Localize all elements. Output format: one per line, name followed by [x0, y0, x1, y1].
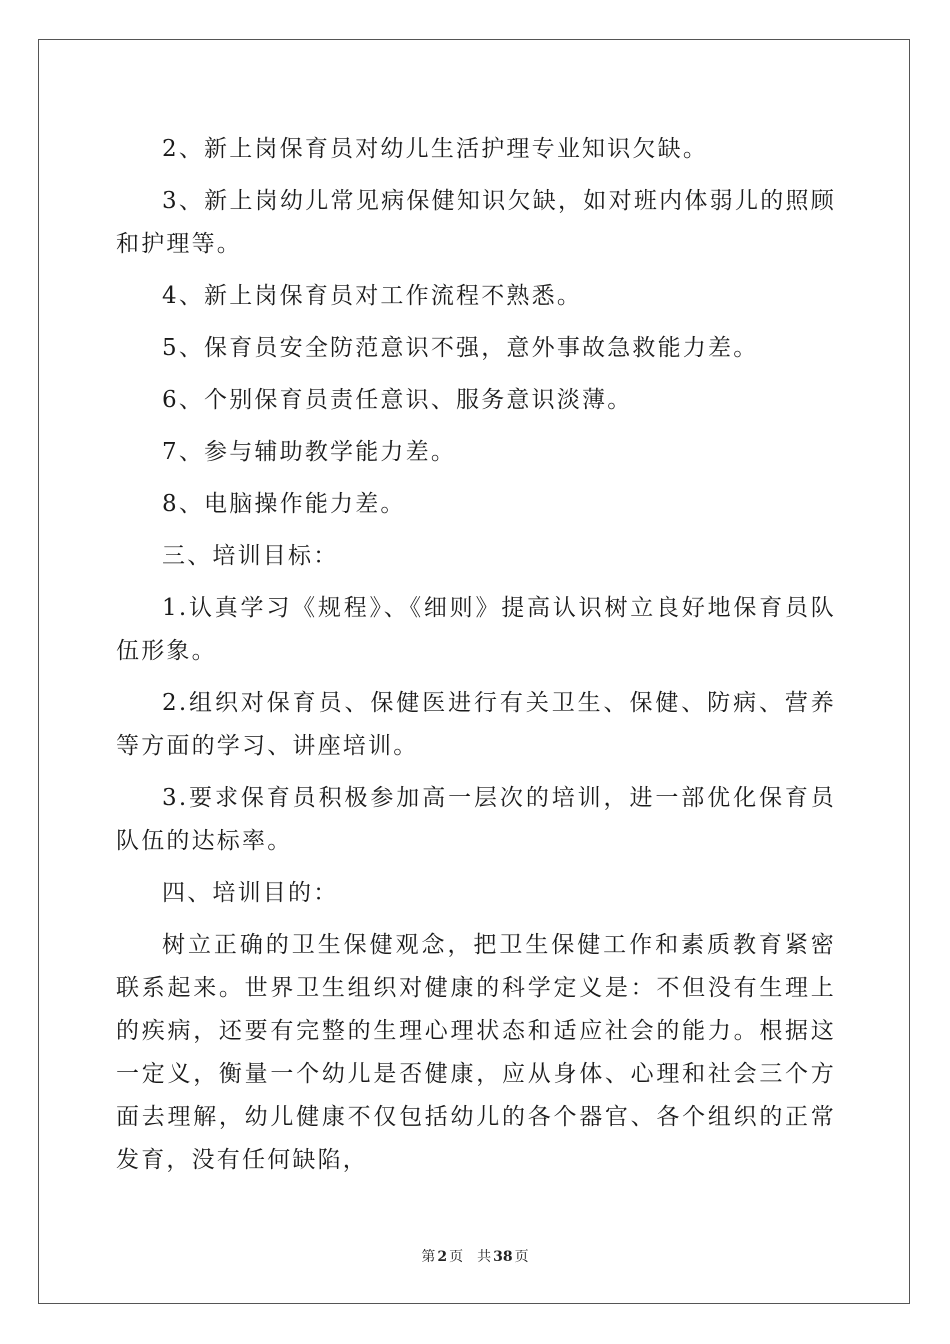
goal-item-2: 2.组织对保育员、保健医进行有关卫生、保健、防病、营养等方面的学习、讲座培训。 — [116, 690, 836, 759]
purpose-paragraph: 树立正确的卫生保健观念，把卫生保健工作和素质教育紧密联系起来。世界卫生组织对健康的科学定义是：不但没有生理上的疾病，还要有完整的生理心理状态和适应社会的能力。根据这一定义，衡量一个幼儿是否健康，应从身体、心理和社会三个方面去理解，幼儿健康不仅包括幼儿的各个器官、各个组织的正常发育，没有任何缺陷， — [116, 932, 836, 1173]
paragraph-item-3: 3、新上岗幼儿常见病保健知识欠缺，如对班内体弱儿的照顾和护理等。 — [116, 188, 836, 257]
paragraph-item-2: 2、新上岗保育员对幼儿生活护理专业知识欠缺。 — [162, 136, 709, 162]
total-suffix: 页 — [514, 1249, 529, 1265]
goal-item-3: 3.要求保育员积极参加高一层次的培训，进一部优化保育员队伍的达标率。 — [116, 785, 836, 854]
document-body — [116, 128, 836, 1191]
paragraph-item-7: 7、参与辅助教学能力差。 — [162, 439, 457, 465]
goal-item-1: 1.认真学习《规程》、《细则》提高认识树立良好地保育员队伍形象。 — [116, 595, 836, 664]
page-footer — [0, 1246, 950, 1266]
page-number: 2 — [437, 1249, 448, 1265]
total-pages: 38 — [493, 1249, 513, 1265]
paragraph-item-8: 8、电脑操作能力差。 — [162, 491, 406, 517]
paragraph-item-4: 4、新上岗保育员对工作流程不熟悉。 — [162, 283, 583, 309]
paragraph-item-6: 6、个别保育员责任意识、服务意识淡薄。 — [162, 387, 633, 413]
page-prefix: 第 — [421, 1249, 436, 1265]
page-suffix: 页 — [449, 1249, 464, 1265]
paragraph-item-5: 5、保育员安全防范意识不强，意外事故急救能力差。 — [162, 335, 759, 361]
total-prefix: 共 — [477, 1249, 492, 1265]
section-heading-purpose: 四、培训目的： — [162, 880, 339, 906]
section-heading-goals: 三、培训目标： — [162, 543, 339, 569]
